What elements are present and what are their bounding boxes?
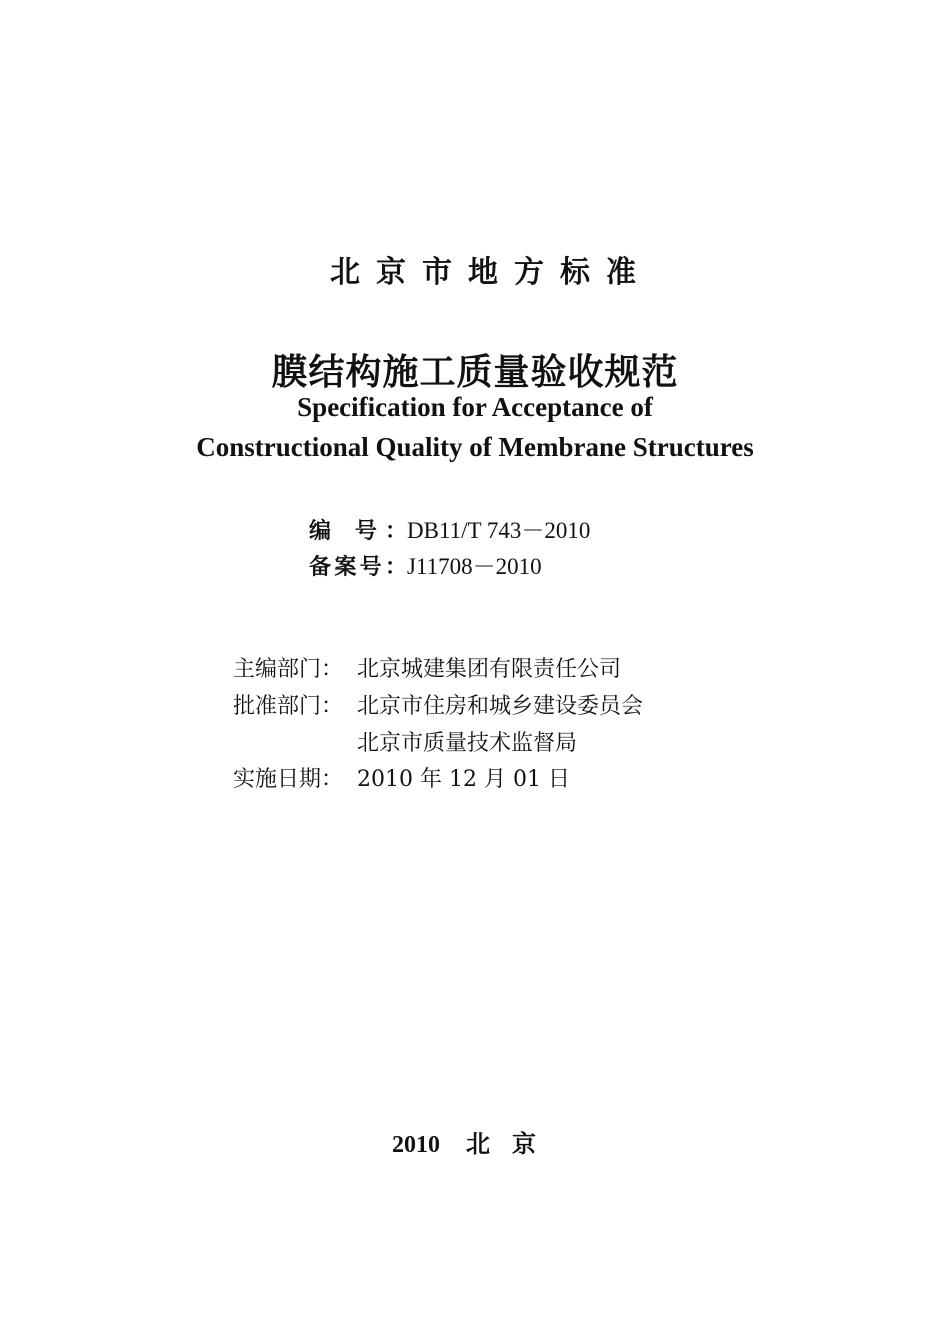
english-title-line-1: Specification for Acceptance of [297,392,653,422]
standard-number-value: DB11/T 743－2010 [407,518,591,543]
record-number-value: J11708－2010 [407,554,542,579]
chief-editor-value: 北京城建集团有限责任公司 [357,657,622,682]
approval-value-2: 北京市质量技术监督局 [357,731,578,756]
publication-footer [0,1124,950,1159]
approval-label: 批准部门： [233,694,344,719]
chief-editor-label: 主编部门： [233,657,344,682]
effective-date-value: 2010 年 12 月 01 日 [357,767,570,792]
effective-date-label: 实施日期： [233,767,344,792]
approval-row [233,689,643,720]
chief-editor-row [233,652,621,683]
standard-number-row [309,512,590,545]
english-title-line-2: Constructional Quality of Membrane Structures [196,432,754,462]
record-number-row [309,548,542,581]
approval-row-2 [357,726,577,757]
publication-year: 2010 [392,1132,440,1158]
approval-value-1: 北京市住房和城乡建设委员会 [357,694,644,719]
publication-city: 北京 [466,1129,558,1158]
standard-number-label: 编 号： [309,518,407,544]
effective-date-row [233,762,570,793]
record-number-label: 备案号： [309,554,407,580]
chinese-title: 膜结构施工质量验收规范 [271,351,679,393]
standard-series-heading: 北京市地方标准 [330,255,652,290]
